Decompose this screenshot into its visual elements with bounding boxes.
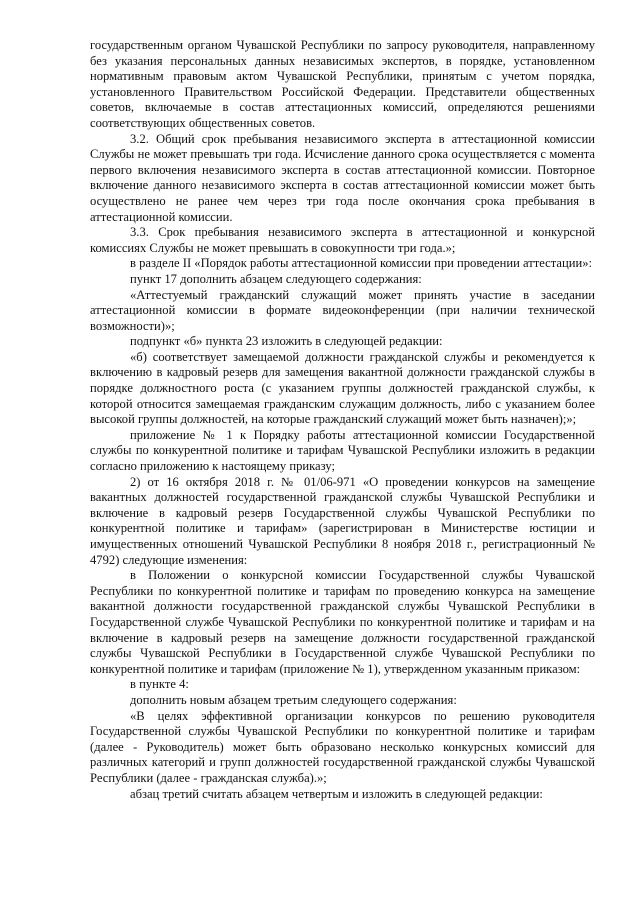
paragraph-14: «В целях эффективной организации конкурсов по решению руководителя Государственной службы Чувашской Республики по конкурентной политике и тарифам (далее - Руководитель) может быть образовано несколько конкурсных комиссий для различных категорий и групп должностей государственной гражданской службы Чувашской Республики (далее - гражданская служба).»; xyxy=(90,708,595,785)
paragraph-10: 2) от 16 октября 2018 г. № 01/06-971 «О проведении конкурсов на замещение вакантных должностей государственной гражданской службы Чувашской Республики и включение в кадровый резерв Государственной службы Чувашской Республики по конкурентной политике и тарифам» (зарегистрирован в Министерстве юстиции и имущественных отношений Чувашской Республики 8 ноября 2018 г., регистрационный № 4792) следующие изменения: xyxy=(90,474,595,567)
paragraph-13: дополнить новым абзацем третьим следующего содержания: xyxy=(130,692,457,707)
paragraph-2: 3.2. Общий срок пребывания независимого эксперта в аттестационной комиссии Службы не может превышать три года. Исчисление данного срока осуществляется с момента первого включения независимого эксперта в состав аттестационной комиссии. Повторное включение данного независимого эксперта в состав аттестационной комиссии может быть осуществлено не ранее чем через три года после окончания срока пребывания в аттестационной комиссии. xyxy=(90,131,595,224)
paragraph-4: в разделе II «Порядок работы аттестационной комиссии при проведении аттестации»: xyxy=(130,256,593,271)
paragraph-12: в пункте 4: xyxy=(130,677,189,692)
paragraph-7: подпункт «б» пункта 23 изложить в следующей редакции: xyxy=(130,334,443,349)
paragraph-1: государственным органом Чувашской Республики по запросу руководителя, направленному без указания персональных данных независимых экспертов, в порядке, установленном нормативным правовым актом Чувашской Республики, принятым с учетом порядка, установленного Правительством Российской Федерации. Представители общественных советов, включаемые в состав аттестационных комиссий, определяются решениями соответствующих общественных советов. xyxy=(90,38,595,130)
paragraph-6: «Аттестуемый гражданский служащий может принять участие в заседании аттестационной комиссии в формате видеоконференции (при наличии технической возможности)»; xyxy=(90,287,595,333)
paragraph-3: 3.3. Срок пребывания независимого эксперта в аттестационной и конкурсной комиссиях Службы не может превышать в совокупности три года.»; xyxy=(90,225,595,255)
document-page xyxy=(90,38,595,802)
paragraph-9: приложение № 1 к Порядку работы аттестационной комиссии Государственной службы по конкурентной политике и тарифам Чувашской Республики изложить в редакции согласно приложению к настоящему приказу; xyxy=(90,427,595,474)
paragraph-15: абзац третий считать абзацем четвертым и изложить в следующей редакции: xyxy=(130,786,543,801)
paragraph-5: пункт 17 дополнить абзацем следующего содержания: xyxy=(130,271,422,286)
paragraph-8: «б) соответствует замещаемой должности гражданской службы и рекомендуется к включению в кадровый резерв для замещения вакантной должности гражданской службы в порядке должностного роста (с указанием группы должностей гражданской службы, к которой относится замещаемая гражданским служащим должность, либо с указанием более высокой группы должностей, на которые гражданский служащий может быть назначен);»; xyxy=(90,349,595,427)
paragraph-11: в Положении о конкурсной комиссии Государственной службы Чувашской Республики по конкурентной политике и тарифам по проведению конкурса на замещение вакантной должности государственной гражданской службы Чувашской Республики в Государственной службе Чувашской Республики по конкурентной политике и тарифам и на включение в кадровый резерв на замещение должности государственной гражданской службы Чувашской Республики в Государственной службе Чувашской Республики по конкурентной политике и тарифам (приложение № 1), утвержденном указанным приказом: xyxy=(90,568,595,676)
